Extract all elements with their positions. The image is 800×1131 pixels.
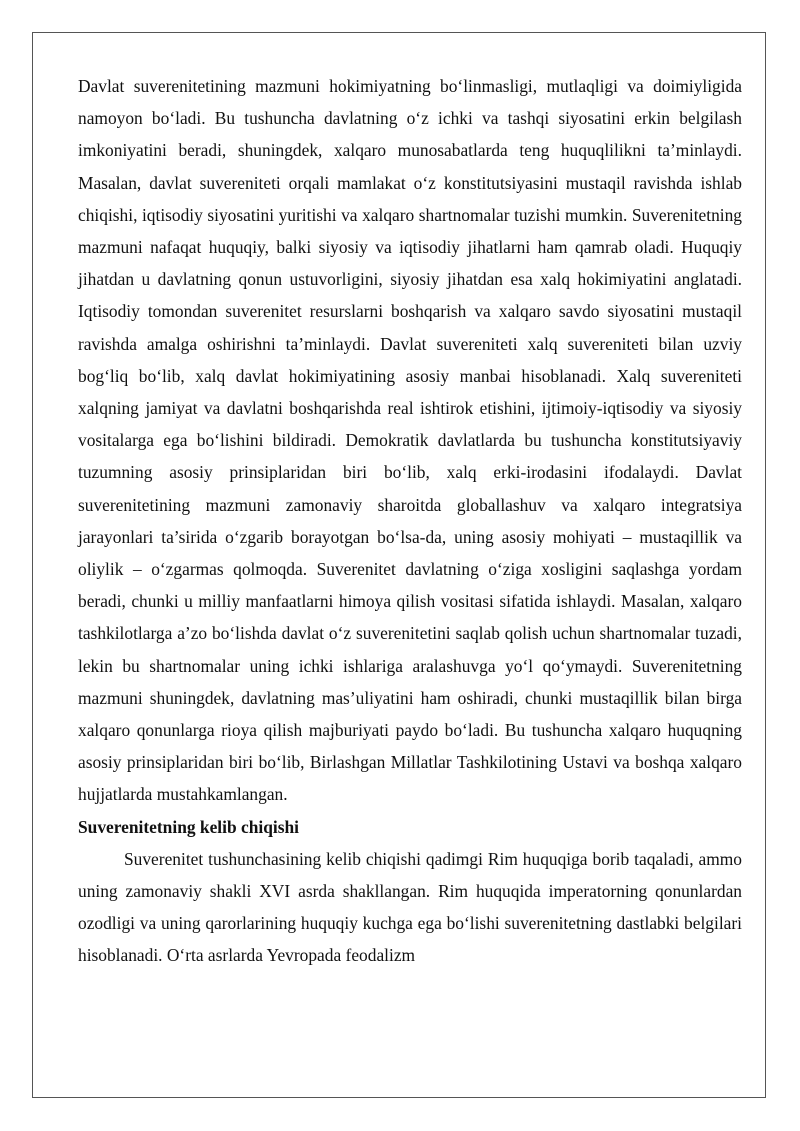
paragraph: Suverenitet tushunchasining kelib chiqishi qadimgi Rim huquqiga borib taqaladi, ammo uning zamonaviy shakli XVI asrda shakllangan. Rim huquqida imperatorning qonunlardan ozodligi va uning qarorlarining huquqiy kuchga ega bo‘lishi suverenitetning dastlabki belgilari hisoblanadi. O‘rta asrlarda Yevropada feodalizm <box>78 848 742 966</box>
paragraph: Davlat suverenitetining mazmuni hokimiyatning bo‘linmasligi, mutlaqligi va doimiyligida namoyon bo‘ladi. Bu tushuncha davlatning o‘z ichki va tashqi siyosatini erkin belgilash imkoniyatini beradi, shuningdek, xalqaro munosabatlarda teng huquqlilikni ta’minlaydi. Masalan, davlat suvereniteti orqali mamlakat o‘z konstitutsiyasini mustaqil ravishda ishlab chiqishi, iqtisodiy siyosatini yuritishi va xalqaro shartnomalar tuzishi mumkin. Suverenitetning mazmuni nafaqat huquqiy, balki siyosiy va iqtisodiy jihatlarni ham qamrab oladi. Huquqiy jihatdan u davlatning qonun ustuvorligini, siyosiy jihatdan esa xalq hokimiyatini anglatadi. Iqtisodiy tomondan suverenitet resurslarni boshqarish va xalqaro savdo siyosatini mustaqil ravishda amalga oshirishni ta’minlaydi. Davlat suvereniteti xalq suvereniteti bilan uzviy bog‘liq bo‘lib, xalq davlat hokimiyatining asosiy manbai hisoblanadi. Xalq suvereniteti xalqning jamiyat va davlatni boshqarishda real ishtirok etishini, ijtimoiy-iqtisodiy va siyosiy vositalarga ega bo‘lishini bildiradi. Demokratik davlatlarda bu tushuncha konstitutsiyaviy tuzumning asosiy prinsiplaridan biri bo‘lib, xalq erki-irodasini ifodalaydi. Davlat suverenitetining mazmuni zamonaviy sharoitda globallashuv va xalqaro integratsiya jarayonlari ta’sirida o‘zgarib borayotgan bo‘lsa-da, uning asosiy mohiyati – mustaqillik va oliylik – o‘zgarmas qolmoqda. Suverenitet davlatning o‘ziga xosligini saqlashga yordam beradi, chunki u milliy manfaatlarni himoya qilish vositasi sifatida ishlaydi. Masalan, xalqaro tashkilotlarga a’zo bo‘lishda davlat o‘z suverenitetini saqlab qolish uchun shartnomalar tuzadi, lekin bu shartnomalar uning ichki ishlariga aralashuvga yo‘l qo‘ymaydi. Suverenitetning mazmuni shuningdek, davlatning mas’uliyatini ham oshiradi, chunki mustaqillik bilan birga xalqaro qonunlarga rioya qilish majburiyati paydo bo‘ladi. Bu tushuncha xalqaro huquqning asosiy prinsiplaridan biri bo‘lib, Birlashgan Millatlar Tashkilotining Ustavi va boshqa xalqaro hujjatlarda mustahkamlangan. <box>78 76 742 805</box>
document-body <box>78 70 742 972</box>
section-heading: Suverenitetning kelib chiqishi <box>78 816 299 837</box>
